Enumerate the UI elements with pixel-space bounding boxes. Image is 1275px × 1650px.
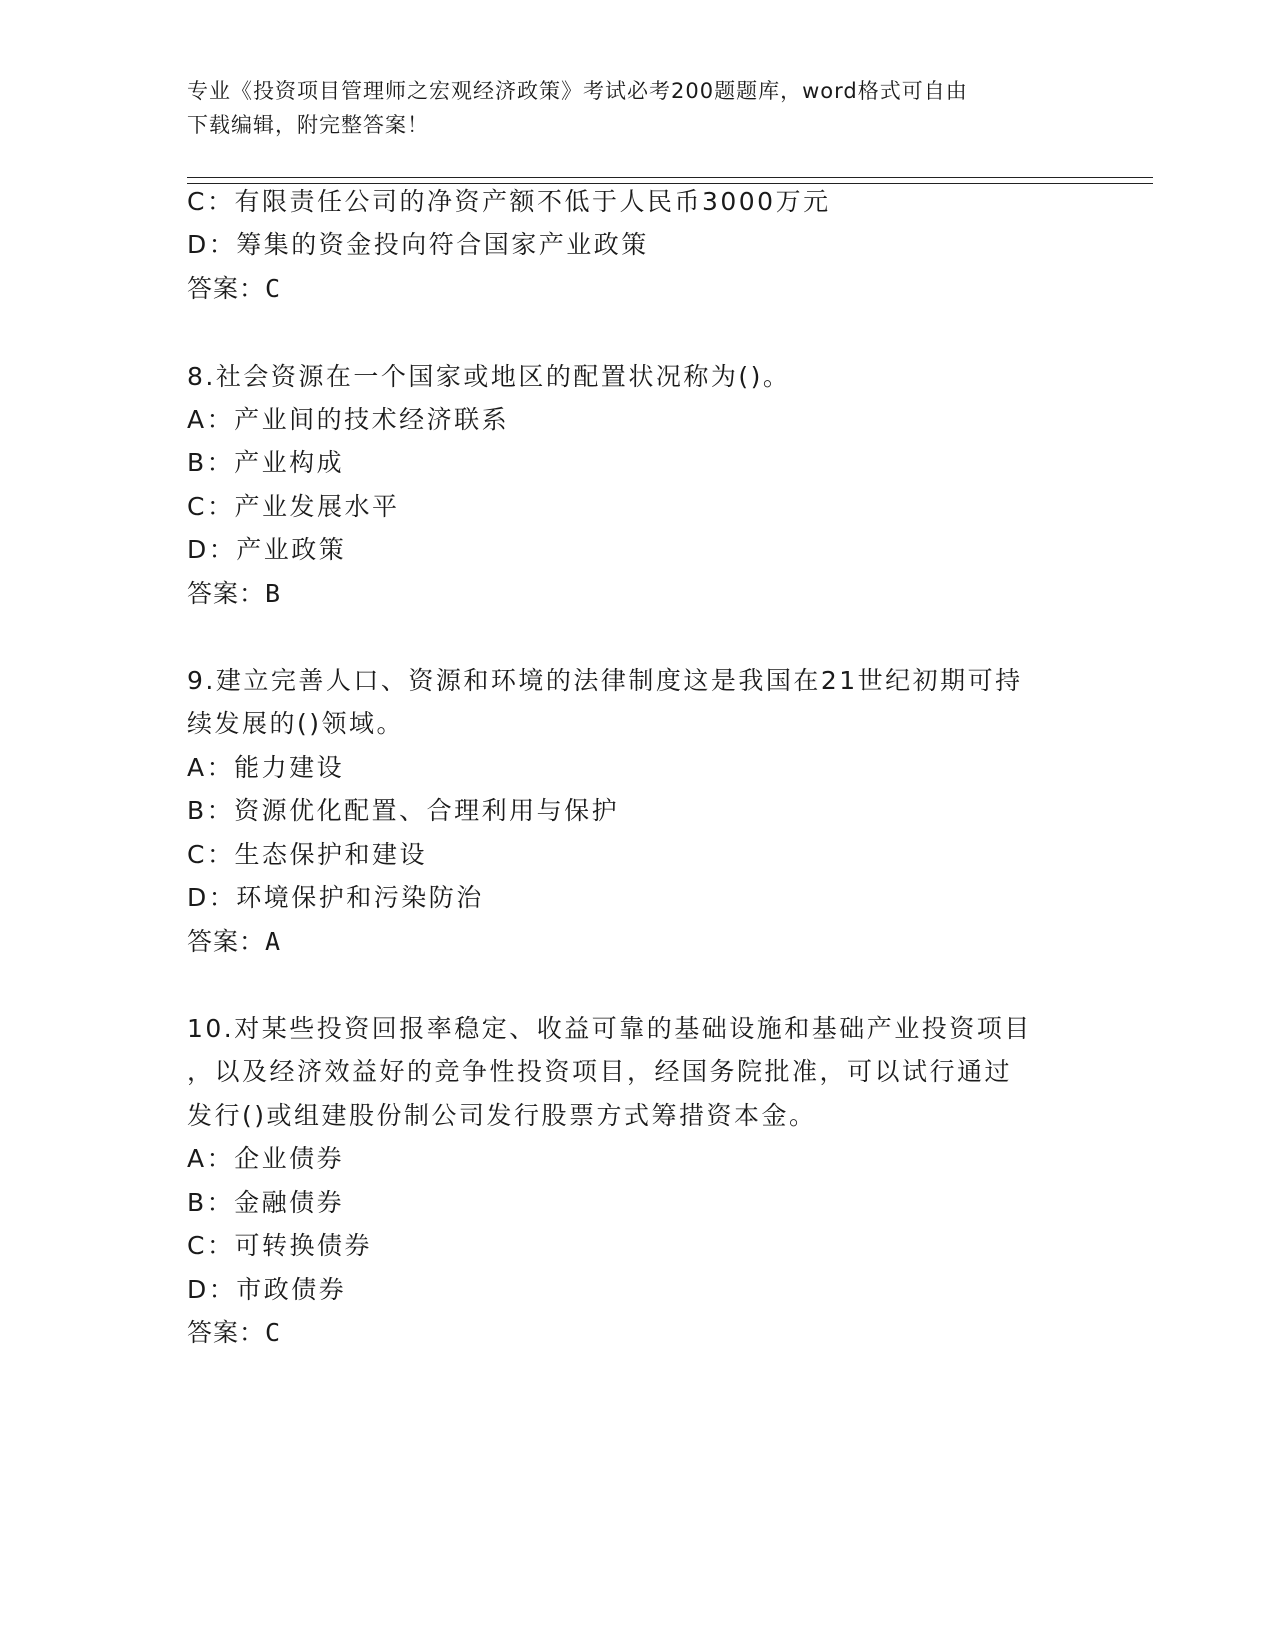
q10-option-d: D：市政债券 <box>187 1275 347 1304</box>
q10-stem-line-1: 10.对某些投资回报率稳定、收益可靠的基础设施和基础产业投资项目 <box>187 1014 1032 1043</box>
q8-option-b: B：产业构成 <box>187 448 345 477</box>
q8-answer <box>187 577 280 611</box>
header-line-1: 专业《投资项目管理师之宏观经济政策》考试必考200题题库，word格式可自由 <box>187 79 968 103</box>
q9-option-d: D：环境保护和污染防治 <box>187 883 484 912</box>
answer-label: 答案： <box>187 579 266 608</box>
answer-value: C <box>265 1318 281 1347</box>
header-line-2: 下载编辑，附完整答案！ <box>187 113 429 137</box>
q10-option-b: B：金融债券 <box>187 1188 345 1217</box>
q8-option-a: A：产业间的技术经济联系 <box>187 405 510 434</box>
q10-answer <box>187 1316 280 1350</box>
q9-option-a: A：能力建设 <box>187 753 345 782</box>
document-header <box>187 74 1067 142</box>
header-divider-bottom <box>187 183 1153 184</box>
answer-label: 答案： <box>187 274 266 303</box>
answer-label: 答案： <box>187 927 266 956</box>
answer-value: B <box>265 579 281 608</box>
q9-answer <box>187 925 280 959</box>
answer-value: A <box>265 927 281 956</box>
header-divider-top <box>187 177 1153 178</box>
q10-option-a: A：企业债券 <box>187 1144 345 1173</box>
q9-stem-line-1: 9.建立完善人口、资源和环境的法律制度这是我国在21世纪初期可持 <box>187 666 1023 695</box>
q10-stem-line-2: ，以及经济效益好的竞争性投资项目，经国务院批准，可以试行通过 <box>187 1057 1013 1086</box>
q8-option-d: D：产业政策 <box>187 535 347 564</box>
q9-stem-line-2: 续发展的()领域。 <box>187 709 405 738</box>
answer-value: C <box>265 274 281 303</box>
q10-option-c: C：可转换债券 <box>187 1231 372 1260</box>
q8-stem: 8.社会资源在一个国家或地区的配置状况称为()。 <box>187 362 791 391</box>
prev-option-d: D：筹集的资金投向符合国家产业政策 <box>187 230 649 259</box>
q8-option-c: C：产业发展水平 <box>187 492 400 521</box>
q9-option-c: C：生态保护和建设 <box>187 840 427 869</box>
prev-answer <box>187 272 280 306</box>
q10-stem-line-3: 发行()或组建股份制公司发行股票方式筹措资本金。 <box>187 1101 817 1130</box>
q9-option-b: B：资源优化配置、合理利用与保护 <box>187 796 620 825</box>
answer-label: 答案： <box>187 1318 266 1347</box>
prev-option-c: C：有限责任公司的净资产额不低于人民币3000万元 <box>187 187 831 216</box>
